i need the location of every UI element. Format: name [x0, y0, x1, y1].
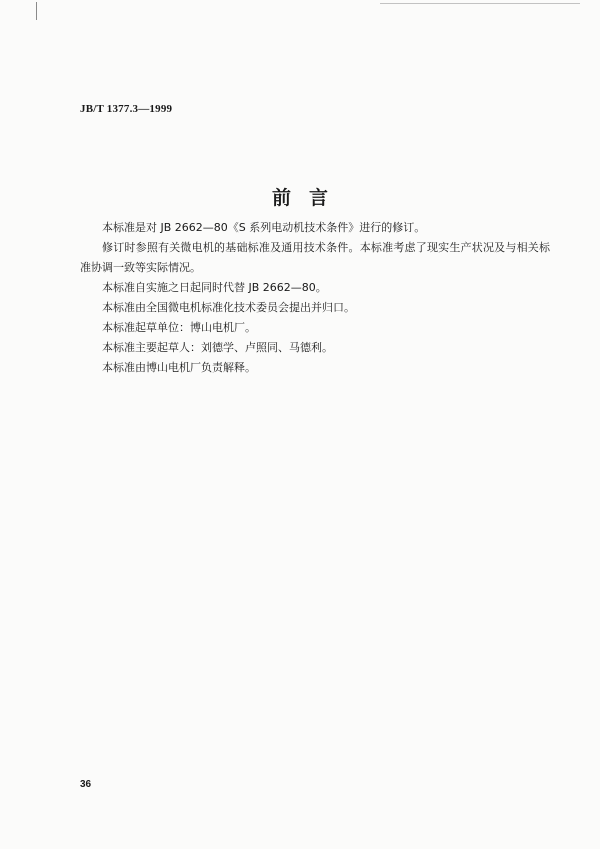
paragraph-7: 本标准由博山电机厂负责解释。: [102, 361, 256, 374]
paragraph-5: 本标准起草单位：博山电机厂。: [102, 321, 256, 334]
preface-body: [80, 218, 550, 378]
page-number: 36: [80, 779, 92, 790]
paragraph-4: 本标准由全国微电机标准化技术委员会提出并归口。: [102, 301, 355, 314]
standard-code: JB/T 1377.3—1999: [80, 103, 173, 115]
paragraph-3: 本标准自实施之日起同时代替 JB 2662—80。: [102, 281, 327, 294]
scan-artifact-top-right: [380, 3, 580, 4]
scan-artifact-top-left: [36, 2, 37, 20]
paragraph-1: 本标准是对 JB 2662—80《S 系列电动机技术条件》进行的修订。: [102, 221, 426, 234]
paragraph-2: 修订时参照有关微电机的基础标准及通用技术条件。本标准考虑了现实生产状况及与相关标准协调一致等实际情况。: [80, 241, 550, 274]
paragraph-6: 本标准主要起草人：刘德学、卢照同、马德利。: [102, 341, 333, 354]
page-title: 前言: [271, 187, 346, 209]
